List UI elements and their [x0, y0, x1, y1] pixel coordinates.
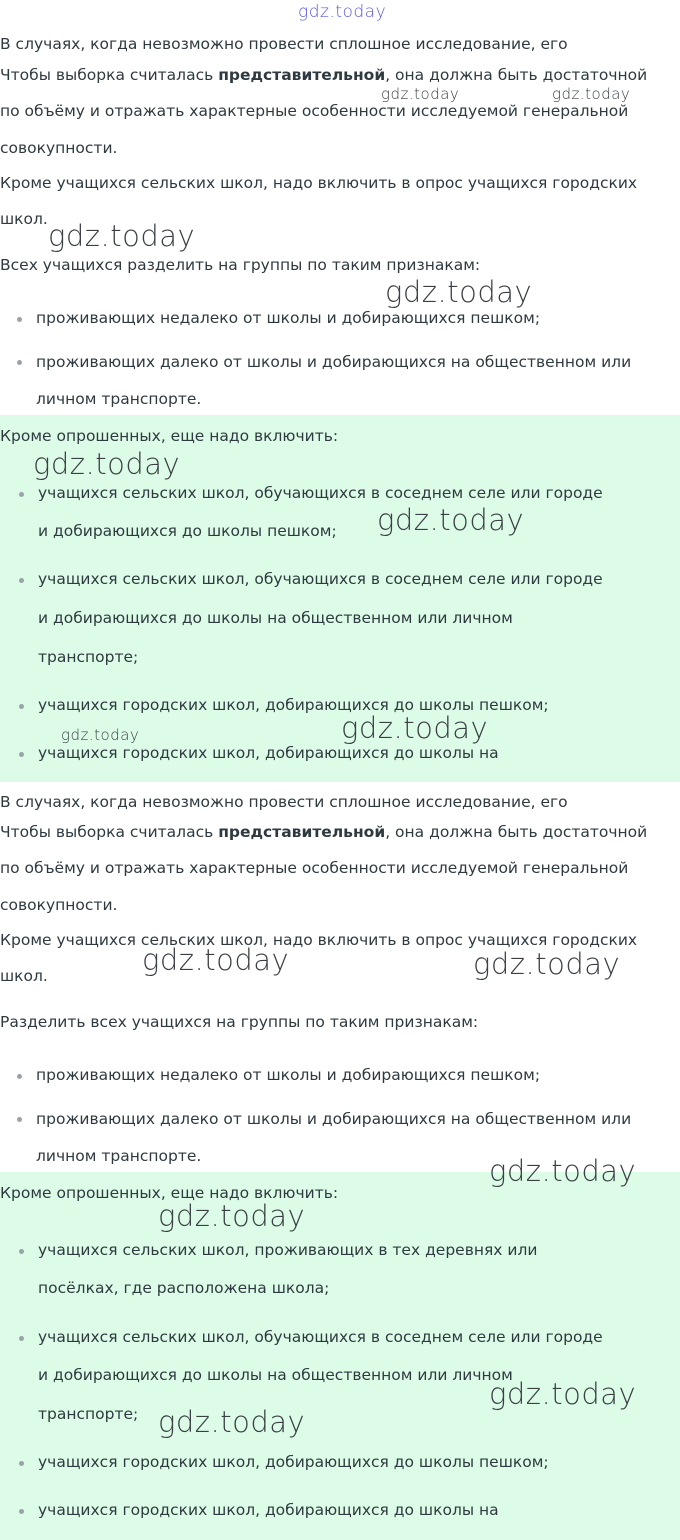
intro-text: В случаях, когда невозможно провести сплошное исследование, его	[0, 35, 568, 53]
rural-transport-1: учащихся сельских школ, обучающихся в соседнем селе или городе	[38, 1328, 603, 1346]
watermark-top: gdz.today	[298, 2, 387, 22]
bullet-dot	[19, 1509, 24, 1514]
representative-line-1: Чтобы выборка считалась представительной, она должна быть достаточной	[0, 823, 648, 841]
bullet-far-2: личном транспорте.	[36, 1147, 202, 1165]
intro-text: В случаях, когда невозможно провести сплошное исследование, его	[0, 793, 568, 811]
urban-line-1: Кроме учащихся сельских школ, надо включить в опрос учащихся городских	[0, 931, 638, 949]
watermark: gdz.today	[158, 1199, 306, 1233]
bullet-dot	[19, 752, 24, 757]
urban-line-2: школ.	[0, 210, 48, 228]
bullet-far-2: личном транспорте.	[36, 390, 202, 408]
urban-transport: учащихся городских школ, добирающихся до школы на	[38, 1501, 499, 1519]
bullet-far-1: проживающих далеко от школы и добирающихся на общественном или	[36, 1110, 632, 1128]
rural-transport-2: и добирающихся до школы на общественном или личном	[38, 1366, 513, 1384]
watermark: gdz.today	[552, 85, 631, 103]
representative-bold: представительной	[218, 823, 386, 841]
bullet-dot	[17, 1074, 22, 1079]
rural-transport-2: и добирающихся до школы на общественном или личном	[38, 609, 513, 627]
watermark: gdz.today	[61, 726, 140, 744]
representative-line-3: совокупности.	[0, 139, 118, 157]
watermark: gdz.today	[158, 1405, 306, 1439]
bullet-dot	[17, 360, 22, 365]
bullet-near: проживающих недалеко от школы и добирающихся пешком;	[36, 1066, 541, 1084]
urban-line-1: Кроме учащихся сельских школ, надо включить в опрос учащихся городских	[0, 174, 638, 192]
rural-walk-2: и добирающихся до школы пешком;	[38, 522, 337, 540]
urban-line-2: школ.	[0, 967, 48, 985]
representative-line-1: Чтобы выборка считалась представительной, она должна быть достаточной	[0, 66, 648, 84]
bullet-dot	[19, 578, 24, 583]
bullet-dot	[17, 1117, 22, 1122]
groups-heading-a: Всех учащихся разделить на группы по таким признакам:	[0, 256, 481, 274]
representative-bold: представительной	[218, 66, 386, 84]
urban-transport: учащихся городских школ, добирающихся до школы на	[38, 744, 499, 762]
representative-line-2: по объёму и отражать характерные особенности исследуемой генеральной	[0, 102, 629, 120]
representative-line-2: по объёму и отражать характерные особенности исследуемой генеральной	[0, 859, 629, 877]
bullet-dot	[17, 317, 22, 322]
rural-transport-3: транспорте;	[38, 648, 139, 666]
groups-heading-b: Разделить всех учащихся на группы по таким признакам:	[0, 1013, 479, 1031]
urban-walk: учащихся городских школ, добирающихся до школы пешком;	[38, 696, 549, 714]
bullet-dot	[19, 1336, 24, 1341]
watermark: gdz.today	[48, 219, 196, 253]
watermark: gdz.today	[489, 1154, 637, 1188]
watermark: gdz.today	[341, 711, 489, 745]
bullet-dot	[19, 704, 24, 709]
watermark: gdz.today	[33, 447, 181, 481]
watermark: gdz.today	[489, 1377, 637, 1411]
rural-local-2: посёлках, где расположена школа;	[38, 1279, 330, 1297]
rural-transport-1: учащихся сельских школ, обучающихся в соседнем селе или городе	[38, 570, 603, 588]
watermark: gdz.today	[381, 85, 460, 103]
rural-transport-3: транспорте;	[38, 1405, 139, 1423]
bullet-dot	[19, 492, 24, 497]
bullet-dot	[19, 1249, 24, 1254]
watermark: gdz.today	[473, 947, 621, 981]
extra-title: Кроме опрошенных, еще надо включить:	[0, 427, 339, 445]
representative-line-3: совокупности.	[0, 896, 118, 914]
bullet-near: проживающих недалеко от школы и добирающихся пешком;	[36, 309, 541, 327]
urban-walk: учащихся городских школ, добирающихся до школы пешком;	[38, 1453, 549, 1471]
highlight-block	[0, 1172, 680, 1540]
watermark: gdz.today	[377, 503, 525, 537]
watermark: gdz.today	[142, 943, 290, 977]
watermark: gdz.today	[385, 275, 533, 309]
rural-local-1: учащихся сельских школ, проживающих в тех деревнях или	[38, 1241, 538, 1259]
extra-title: Кроме опрошенных, еще надо включить:	[0, 1184, 339, 1202]
bullet-dot	[19, 1461, 24, 1466]
rural-walk-1: учащихся сельских школ, обучающихся в соседнем селе или городе	[38, 484, 603, 502]
bullet-far-1: проживающих далеко от школы и добирающихся на общественном или	[36, 353, 632, 371]
